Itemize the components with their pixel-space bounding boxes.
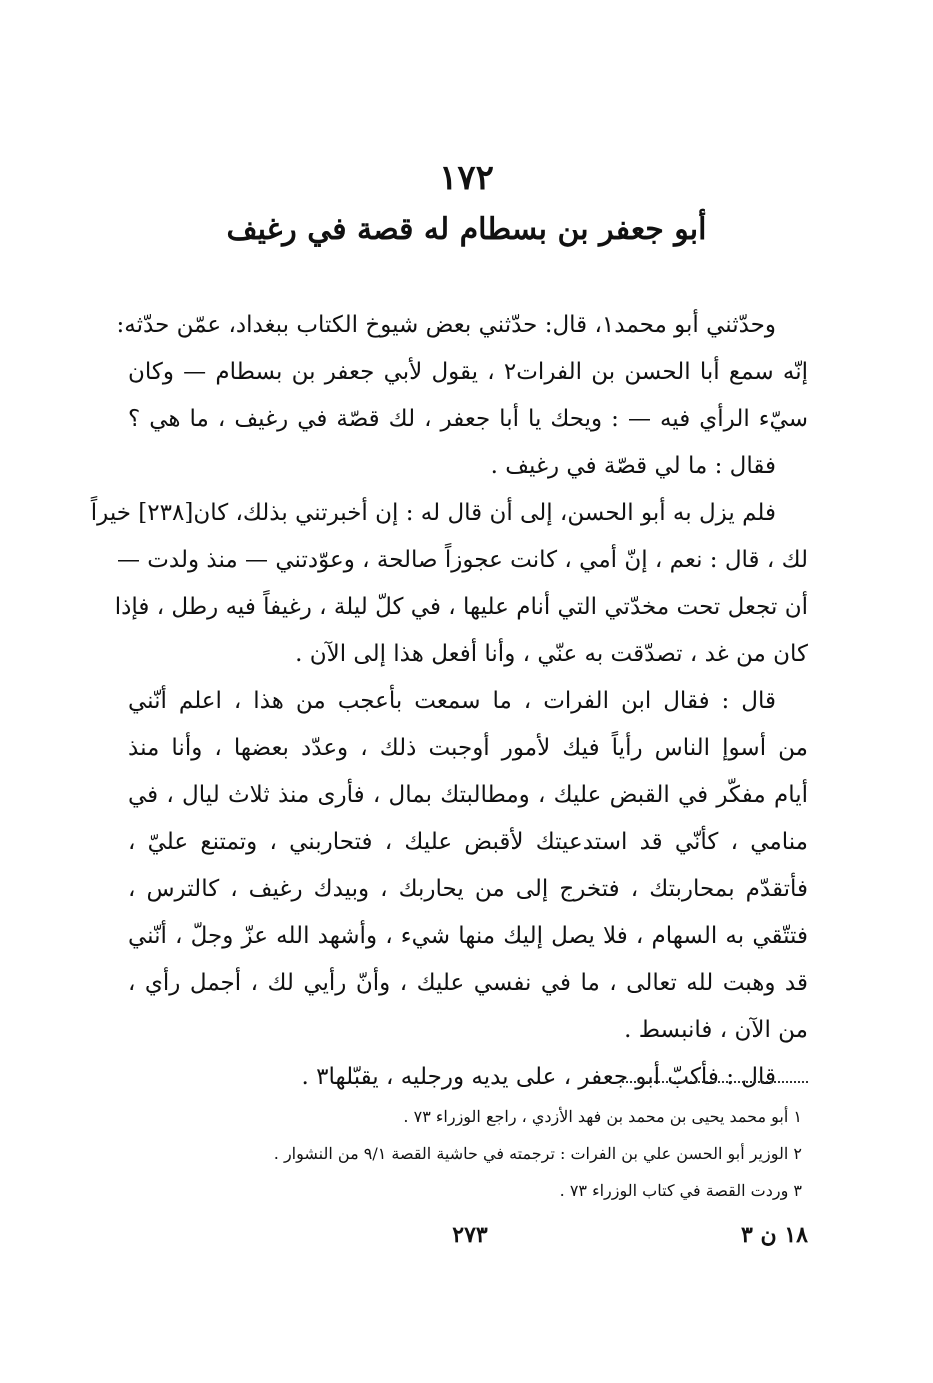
body-line: وحدّثني أبو محمد١، قال: حدّثني بعض شيوخ الكتاب ببغداد، عمّن حدّثه: [116, 312, 776, 338]
body-line: قال : فأكبّ أبو جعفر ، على يديه ورجليه ، يقبّلها٣ . [301, 1064, 776, 1090]
body-line: أن تجعل تحت مخدّتي التي أنام عليها ، في كلّ ليلة ، رغيفاً فيه رطل ، فإذا [114, 594, 808, 620]
body-line: كان من غد ، تصدّقت به عنّي ، وأنا أفعل هذا إلى الآن . [295, 641, 808, 667]
footnote: ٣ وردت القصة في كتاب الوزراء ٧٣ . [559, 1181, 802, 1200]
body-line: من أسوإ الناس رأياً فيك لأمور أوجبت ذلك ، وعدّد بعضها ، وأنا منذ [128, 735, 808, 761]
story-body [90, 302, 808, 1101]
footnote: ٢ الوزير أبو الحسن علي بن الفرات : ترجمته في حاشية القصة ٩/١ من النشوار . [273, 1144, 802, 1163]
body-line: سيّء الرأي فيه — : ويحك يا أبا جعفر ، لك قصّة في رغيف ، ما هي ؟ [128, 406, 808, 432]
body-line: فأتقدّم بمحاربتك ، فتخرج إلى من يحاربك ، وبيدك رغيف ، كالترس ، [128, 876, 808, 902]
printer-signature-mark: ١٨ ن ٣ [741, 1222, 808, 1248]
footnote: ١ أبو محمد يحيى بن محمد بن فهد الأزدي ، راجع الوزراء ٧٣ . [403, 1107, 802, 1126]
story-number: ١٧٢ [439, 158, 494, 198]
body-line: قال : فقال ابن الفرات ، ما سمعت بأعجب من هذا ، اعلم أنّني [128, 688, 776, 714]
body-line: قد وهبت لله تعالى ، ما في نفسي عليك ، وأنّ رأيي لك ، أجمل رأي ، [128, 970, 808, 996]
body-line: من الآن ، فانبسط . [624, 1017, 808, 1043]
page-number: ٢٧٣ [452, 1222, 488, 1248]
body-line: فلم يزل به أبو الحسن، إلى أن قال له : إن أخبرتني بذلك، كان[٢٣٨] خيراً [90, 500, 776, 526]
body-line: منامي ، كأنّي قد استدعيتك لأقبض عليك ، فتحاربني ، وتمتنع عليّ ، [128, 829, 808, 855]
body-line: فقال : ما لي قصّة في رغيف . [490, 453, 776, 479]
footnote-divider [622, 1081, 808, 1083]
story-title: أبو جعفر بن بسطام له قصة في رغيف [226, 212, 707, 247]
body-line: إنّه سمع أبا الحسن بن الفرات٢ ، يقول لأبي جعفر بن بسطام — وكان [128, 359, 808, 385]
body-line: لك ، قال : نعم ، إنّ أمي ، كانت عجوزاً صالحة ، وعوّدتني — منذ ولدت — [116, 547, 808, 573]
body-line: فتتّقي به السهام ، فلا يصل إليك منها شيء ، وأشهد الله عزّ وجلّ ، أنّني [128, 923, 808, 949]
body-line: أيام مفكّر في القبض عليك ، ومطالبتك بمال ، فأرى منذ ثلاث ليال ، في [128, 782, 808, 808]
footnotes [128, 1098, 802, 1209]
